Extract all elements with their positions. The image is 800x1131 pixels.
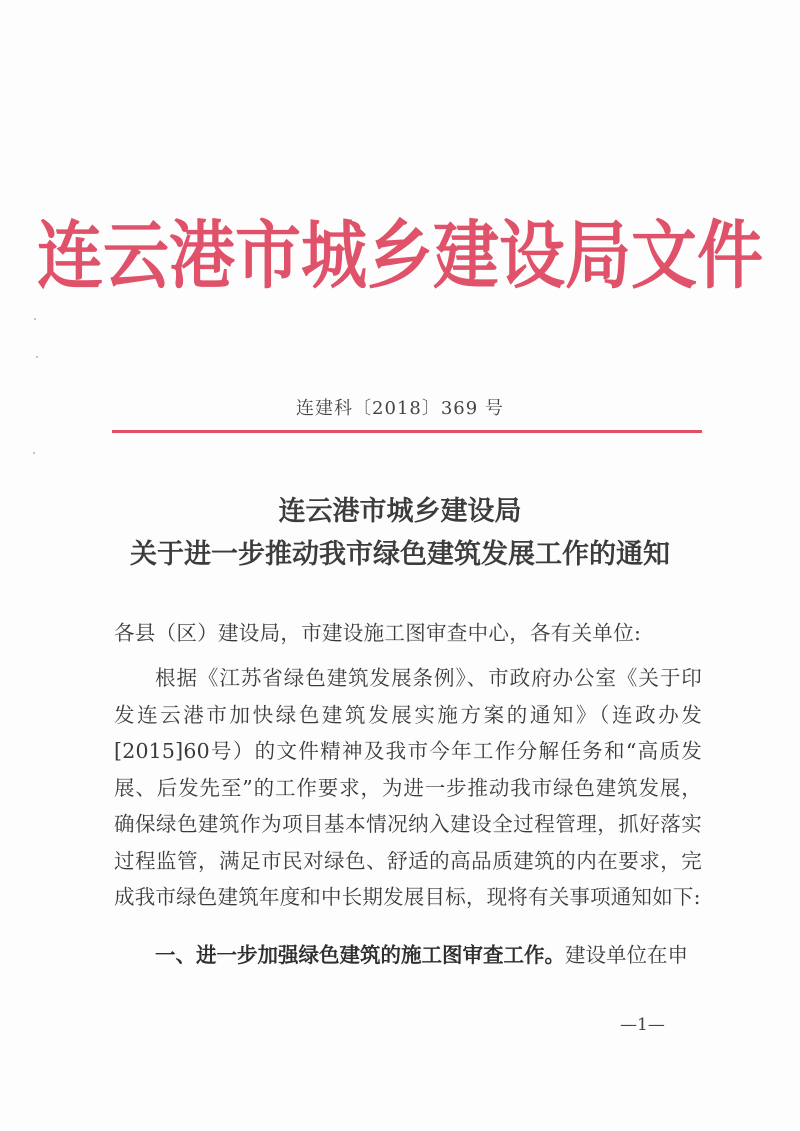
section-1-text: 建设单位在申 — [565, 943, 688, 967]
page-number: —1— — [620, 1015, 665, 1035]
body-paragraph-1: 根据《江苏省绿色建筑发展条例》、市政府办公室《关于印发连云港市加快绿色建筑发展实施方案的通知》（连政办发[2015]60号）的文件精神及我市今年工作分解任务和“高质发展、后发先至”的工作要求，为进一步推动我市绿色建筑发展，确保绿色建筑作为项目基本情况纳入建设全过程管理，抓好落实过程监管，满足市民对绿色、舒适的高品质建筑的内在要求，完成我市绿色建筑年度和中长期发展目标，现将有关事项通知如下: — [114, 666, 702, 909]
notice-title-line2: 关于进一步推动我市绿色建筑发展工作的通知 — [130, 539, 670, 570]
section-1-heading: 一、进一步加强绿色建筑的施工图审查工作。 — [155, 943, 565, 967]
document-number: 连建科〔2018〕369 号 — [296, 398, 504, 419]
scan-speck — [34, 318, 36, 320]
section-1 — [114, 940, 702, 970]
red-divider-line — [112, 430, 702, 433]
notice-title-line1: 连云港市城乡建设局 — [278, 496, 522, 527]
scan-speck — [33, 452, 35, 454]
scan-speck — [36, 356, 38, 358]
agency-file-title: 连云港市城乡建设局文件 — [37, 211, 763, 299]
salutation: 各县（区）建设局，市建设施工图审查中心，各有关单位: — [114, 621, 642, 645]
